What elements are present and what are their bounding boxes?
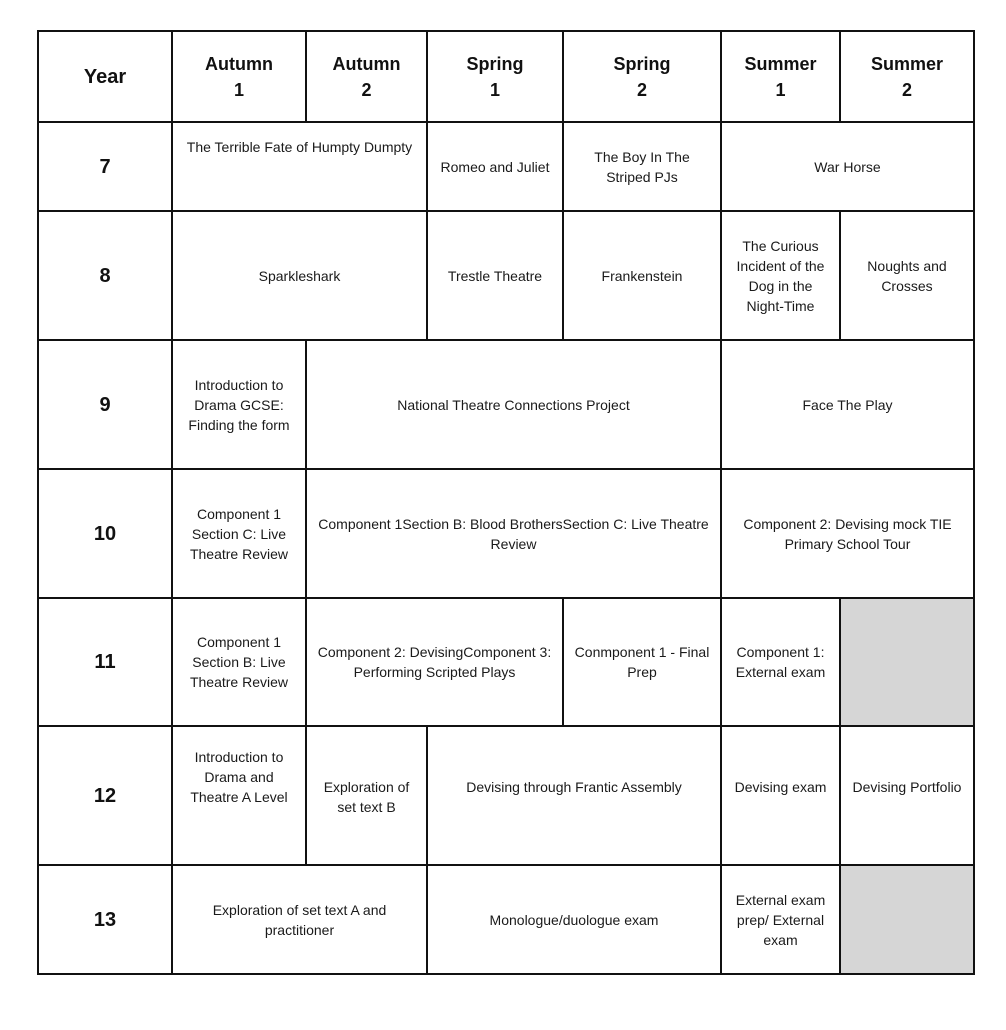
cell-y7-spring-2: The Boy In The Striped PJs xyxy=(563,122,721,211)
cell-y12-autumn-2: Exploration of set text B xyxy=(306,726,427,865)
header-row xyxy=(38,31,974,122)
cell-y9-autumn-2-spring: National Theatre Connections Project xyxy=(306,340,721,469)
row-year-9 xyxy=(38,340,974,469)
year-label: 11 xyxy=(38,598,172,726)
header-autumn-1 xyxy=(172,31,306,122)
cell-y10-summer: Component 2: Devising mock TIE Primary School Tour xyxy=(721,469,974,598)
cell-y8-spring-2: Frankenstein xyxy=(563,211,721,340)
cell-y13-summer-1: External exam prep/ External exam xyxy=(721,865,840,974)
cell-y11-spring-2: Conmponent 1 - Final Prep xyxy=(563,598,721,726)
cell-y10-autumn-1: Component 1 Section C: Live Theatre Review xyxy=(172,469,306,598)
cell-y9-autumn-1: Introduction to Drama GCSE: Finding the form xyxy=(172,340,306,469)
cell-y8-summer-2: Noughts and Crosses xyxy=(840,211,974,340)
header-term-name: Spring xyxy=(466,53,524,74)
row-year-13 xyxy=(38,865,974,974)
header-spring-2 xyxy=(563,31,721,122)
header-term-name: Summer xyxy=(744,53,817,74)
header-term-number: 1 xyxy=(233,79,244,100)
cell-y13-spring: Monologue/duologue exam xyxy=(427,865,721,974)
cell-y13-autumn: Exploration of set text A and practitioner xyxy=(172,865,427,974)
header-term-name: Autumn xyxy=(332,53,401,74)
header-term-number: 1 xyxy=(775,79,786,100)
year-label: 9 xyxy=(38,340,172,469)
header-term-number: 1 xyxy=(489,79,500,100)
cell-y11-summer-1: Component 1: External exam xyxy=(721,598,840,726)
cell-y11-autumn-1: Component 1 Section B: Live Theatre Review xyxy=(172,598,306,726)
header-autumn-2 xyxy=(306,31,427,122)
row-year-12 xyxy=(38,726,974,865)
header-year: Year xyxy=(38,31,172,122)
year-label: 13 xyxy=(38,865,172,974)
cell-y7-spring-1: Romeo and Juliet xyxy=(427,122,563,211)
header-term-number: 2 xyxy=(361,79,372,100)
cell-y10-autumn-2-spring: Component 1Section B: Blood BrothersSection C: Live Theatre Review xyxy=(306,469,721,598)
header-term-number: 2 xyxy=(636,79,647,100)
cell-y11-summer-2-empty xyxy=(840,598,974,726)
cell-y7-summer: War Horse xyxy=(721,122,974,211)
cell-y9-summer: Face The Play xyxy=(721,340,974,469)
cell-y12-summer-2: Devising Portfolio xyxy=(840,726,974,865)
year-label: 8 xyxy=(38,211,172,340)
year-label: 10 xyxy=(38,469,172,598)
cell-y8-spring-1: Trestle Theatre xyxy=(427,211,563,340)
cell-y12-autumn-1: Introduction to Drama and Theatre A Level xyxy=(172,726,306,865)
year-label: 12 xyxy=(38,726,172,865)
row-year-8 xyxy=(38,211,974,340)
cell-y11-autumn-2-spring-1: Component 2: DevisingComponent 3: Performing Scripted Plays xyxy=(306,598,563,726)
header-summer-1 xyxy=(721,31,840,122)
year-label: 7 xyxy=(38,122,172,211)
header-term-name: Spring xyxy=(613,53,671,74)
header-term-name: Summer xyxy=(870,53,944,74)
row-year-7 xyxy=(38,122,974,211)
header-summer-2 xyxy=(840,31,974,122)
header-term-number: 2 xyxy=(901,79,912,100)
cell-y8-autumn: Sparkleshark xyxy=(172,211,427,340)
cell-y12-spring: Devising through Frantic Assembly xyxy=(427,726,721,865)
cell-y13-summer-2-empty xyxy=(840,865,974,974)
cell-y12-summer-1: Devising exam xyxy=(721,726,840,865)
row-year-10 xyxy=(38,469,974,598)
curriculum-plan-table xyxy=(37,30,975,975)
row-year-11 xyxy=(38,598,974,726)
cell-y7-autumn: The Terrible Fate of Humpty Dumpty xyxy=(172,122,427,211)
header-spring-1 xyxy=(427,31,563,122)
header-term-name: Autumn xyxy=(205,53,273,74)
cell-y8-summer-1: The Curious Incident of the Dog in the Night-Time xyxy=(721,211,840,340)
